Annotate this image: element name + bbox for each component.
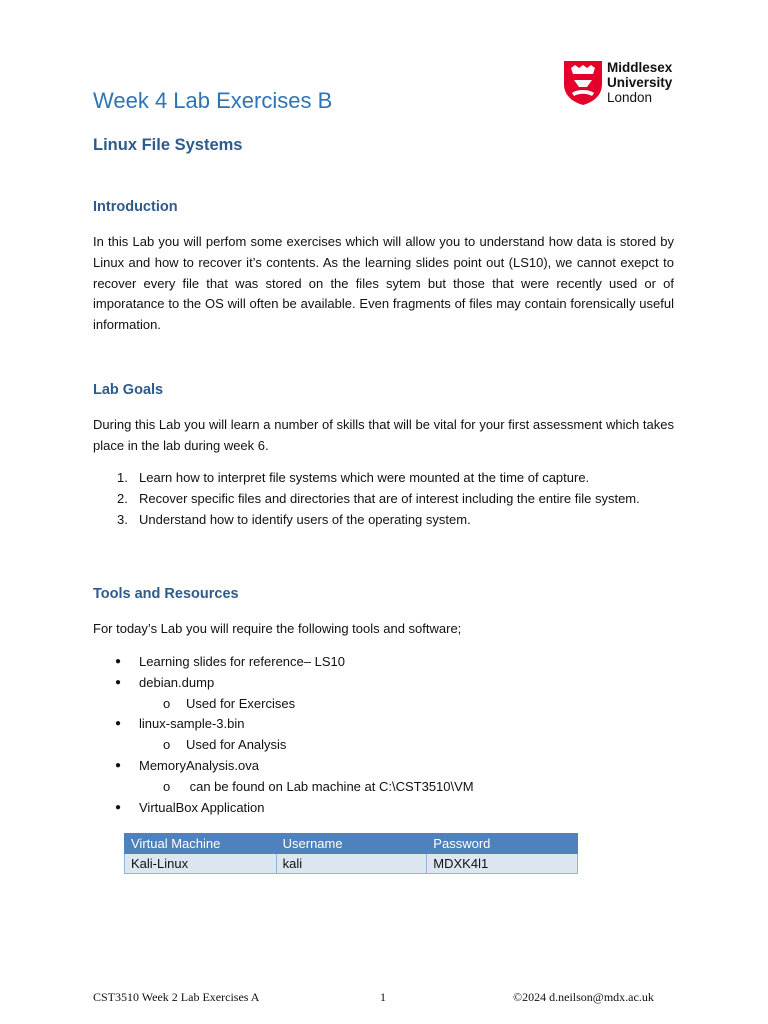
list-item xyxy=(93,652,674,673)
list-number: 3. xyxy=(117,511,128,527)
table-cell: MDXK4l1 xyxy=(427,854,578,874)
document-title: Week 4 Lab Exercises B xyxy=(93,88,333,113)
logo-line-1: Middlesex xyxy=(607,60,673,75)
lab-goals-list xyxy=(93,468,674,530)
circle-bullet-icon: o xyxy=(163,695,171,711)
introduction-heading: Introduction xyxy=(93,199,178,215)
lab-goals-text: During this Lab you will learn a number of skills that will be vital for your first assessment which takes place in the lab during week 6. xyxy=(93,417,674,453)
list-item-text: Recover specific files and directories that are of interest including the entire file system. xyxy=(139,490,640,506)
circle-bullet-icon: o xyxy=(163,737,171,753)
list-number: 2. xyxy=(117,490,128,506)
list-item-text: debian.dump xyxy=(139,674,215,690)
tools-heading: Tools and Resources xyxy=(93,586,239,602)
list-item xyxy=(93,798,674,819)
footer-page-number: 1 xyxy=(380,990,386,1004)
table-row xyxy=(125,854,578,874)
tools-list xyxy=(93,652,674,818)
list-item-text: Used for Exercises xyxy=(186,695,296,711)
bullet-icon: ● xyxy=(115,656,122,667)
bullet-icon: ● xyxy=(115,801,122,813)
list-number: 1. xyxy=(117,470,128,485)
shield-icon xyxy=(563,60,603,106)
bullet-icon: ● xyxy=(115,759,122,771)
list-item xyxy=(93,489,674,510)
tools-text: For today’s Lab you will require the following tools and software; xyxy=(93,621,462,636)
logo-wordmark xyxy=(607,60,672,105)
list-item-text: Learn how to interpret file systems which were mounted at the time of capture. xyxy=(139,470,590,485)
list-item xyxy=(93,468,674,489)
list-item-text: MemoryAnalysis.ova xyxy=(139,757,259,773)
table-cell: Kali-Linux xyxy=(125,854,277,874)
list-item-text: linux-sample-3.bin xyxy=(139,716,245,732)
column-header: Username xyxy=(276,834,427,854)
list-item-text: can be found on Lab machine at C:\CST3510\VM xyxy=(186,778,474,794)
list-item-text: Understand how to identify users of the operating system. xyxy=(139,511,471,527)
column-header: Virtual Machine xyxy=(125,834,277,854)
list-item-text: VirtualBox Application xyxy=(139,799,265,815)
university-logo xyxy=(563,60,688,108)
lab-goals-heading: Lab Goals xyxy=(93,382,164,398)
circle-bullet-icon: o xyxy=(163,778,171,794)
list-item-text: Learning slides for reference– LS10 xyxy=(139,654,345,669)
table-header-row xyxy=(125,834,578,854)
list-item xyxy=(93,756,674,777)
table-cell: kali xyxy=(276,854,427,874)
sub-list-item xyxy=(93,735,674,756)
list-item xyxy=(93,510,674,531)
document-subtitle: Linux File Systems xyxy=(93,136,243,154)
footer-course: CST3510 Week 2 Lab Exercises A xyxy=(93,990,260,1004)
logo-line-3: London xyxy=(607,90,653,105)
bullet-icon: ● xyxy=(115,676,122,688)
credentials-table xyxy=(124,833,578,874)
list-item-text: Used for Analysis xyxy=(186,737,287,753)
list-item xyxy=(93,714,674,735)
logo-line-2: University xyxy=(607,75,673,90)
sub-list-item xyxy=(93,694,674,715)
footer-copyright: ©2024 d.neilson@mdx.ac.uk xyxy=(513,990,654,1004)
sub-list-item xyxy=(93,777,674,798)
column-header: Password xyxy=(427,834,578,854)
introduction-text: In this Lab you will perfom some exercises which will allow you to understand how data is stored by Linux and how to recover it’s contents. As the learning slides point out (LS10), we cannot exepct to recover every file that was stored on the files sytem but those that were recently used or of imporatance to the OS will often be available. Even fragments of files may contain forensically useful information. xyxy=(93,234,674,333)
list-item xyxy=(93,673,674,694)
bullet-icon: ● xyxy=(115,718,122,730)
